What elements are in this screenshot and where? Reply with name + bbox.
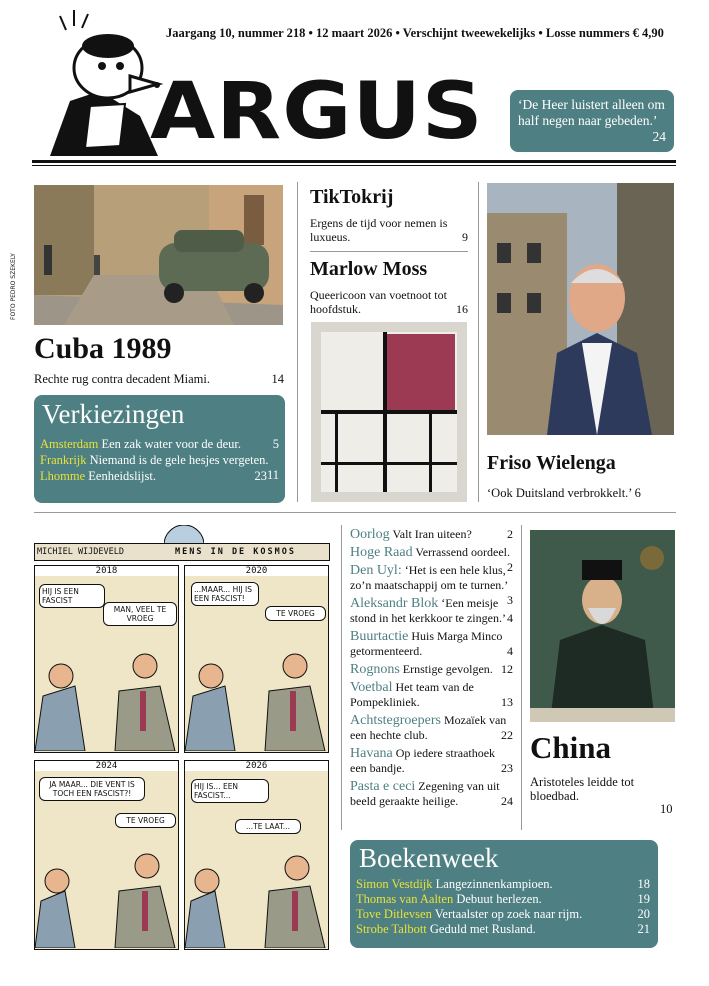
list-item[interactable]: Simon Vestdijk Langezinnenkampioen. 18	[356, 877, 650, 891]
list-item[interactable]: Pasta e ceci Zegening van uit beeld geraakte heilige. 24	[350, 779, 513, 808]
cuba-title[interactable]: Cuba 1989	[34, 332, 172, 365]
list-item[interactable]: Hoge Raad Verrassend oordeel. 2	[350, 545, 513, 574]
comic-panel: 2024 JA MAAR... DIE VENT IS TOCH EEN FASCIST?! TE VROEG	[34, 760, 179, 950]
globe-icon	[164, 525, 204, 545]
list-item[interactable]: Thomas van Aalten Debuut herlezen. 19	[356, 892, 650, 906]
friso-photo[interactable]	[487, 183, 674, 435]
list-item[interactable]: Frankrijk Niemand is de gele hesjes vergeten. 11	[40, 453, 279, 482]
tiktok-subtitle: Ergens de tijd voor nemen is luxueus. 9	[310, 216, 468, 244]
quote-text: ‘De Heer luistert alleen om half negen naar gebeden.’ 24	[518, 97, 666, 144]
index-list	[350, 527, 513, 812]
list-item[interactable]: Aleksandr Blok ‘Een meisje stond in het kerkkoor te zingen.’ 4	[350, 596, 513, 625]
marlow-painting[interactable]	[311, 322, 467, 502]
boekenweek-title: Boekenweek	[359, 843, 499, 873]
comic-panel: 2018 HIJ IS EEN FASCIST MAN, VEEL TE VROEG	[34, 565, 179, 753]
friso-page: 6	[634, 486, 641, 500]
marlow-title[interactable]: Marlow Moss	[310, 258, 428, 280]
issue-line: Jaargang 10, nummer 218 • 12 maart 2026 • Verschijnt tweewekelijks • Losse nummers € 4,90	[166, 26, 664, 40]
comic-panel: 2026 HIJ IS... EEN FASCIST... ...TE LAAT...	[184, 760, 329, 950]
tiktok-title[interactable]: TikTokrij	[310, 186, 394, 208]
comic-header	[34, 543, 330, 561]
comic-series: MENS IN DE KOSMOS	[175, 547, 296, 557]
comic-author: MICHIEL WIJDEVELD	[37, 547, 124, 557]
cuba-photo-credit: FOTO PEDRO SZEKELY	[10, 253, 17, 320]
list-item[interactable]: Rognons Ernstige gevolgen. 12	[350, 662, 513, 677]
masthead-title: ARGUS	[150, 67, 484, 157]
list-item[interactable]: Lhomme Eenheidslijst. 23	[40, 469, 267, 483]
quote-box[interactable]	[510, 90, 674, 152]
cuba-photo[interactable]	[34, 185, 283, 325]
list-item[interactable]: Strobe Talbott Geduld met Rusland. 21	[356, 922, 650, 936]
list-item[interactable]: Amsterdam Een zak water voor de deur. 5	[40, 437, 279, 451]
tiktok-page: 9	[462, 230, 468, 244]
list-item[interactable]: Oorlog Valt Iran uiteen? 2	[350, 527, 513, 542]
boekenweek-box[interactable]	[350, 840, 658, 948]
list-item[interactable]: Havana Op iedere straathoek een bandje. 23	[350, 746, 513, 775]
list-item[interactable]: Buurtactie Huis Marga Minco getormenteerd. 4	[350, 629, 513, 658]
comic-panel: 2020 ...MAAR... HIJ IS EEN FASCIST! TE VROEG	[184, 565, 329, 753]
verkiezingen-box[interactable]	[34, 395, 285, 503]
china-title[interactable]: China	[530, 730, 611, 765]
list-item[interactable]: Den Uyl: ‘Het is een hele klus, zo’n maatschappij om te turnen.’ 3	[350, 563, 513, 607]
cuba-subtitle: Rechte rug contra decadent Miami. 14	[34, 372, 284, 386]
china-subtitle: Aristoteles leidde tot bloedbad.	[530, 775, 635, 803]
list-item[interactable]: Achtstegroepers Mozaïek van een hechte club. 22	[350, 713, 513, 742]
friso-subtitle: ‘Ook Duitsland verbrokkelt.’ 6	[487, 486, 641, 500]
china-portrait[interactable]	[530, 530, 675, 722]
marlow-page: 16	[456, 302, 468, 316]
list-item[interactable]: Voetbal Het team van de Pompekliniek. 13	[350, 680, 513, 709]
verkiezingen-title: Verkiezingen	[42, 399, 185, 429]
cuba-page: 14	[271, 372, 284, 386]
china-page: 10	[660, 802, 673, 816]
mascot-logo	[30, 6, 165, 164]
comic-strip[interactable]	[34, 525, 328, 950]
marlow-subtitle: Queericoon van voetnoot tot hoofdstuk. 16	[310, 288, 468, 316]
friso-title[interactable]: Friso Wielenga	[487, 452, 616, 474]
quote-page: 24	[652, 129, 666, 144]
list-item[interactable]: Tove Ditlevsen Vertaalster op zoek naar rijm. 20	[356, 907, 650, 921]
